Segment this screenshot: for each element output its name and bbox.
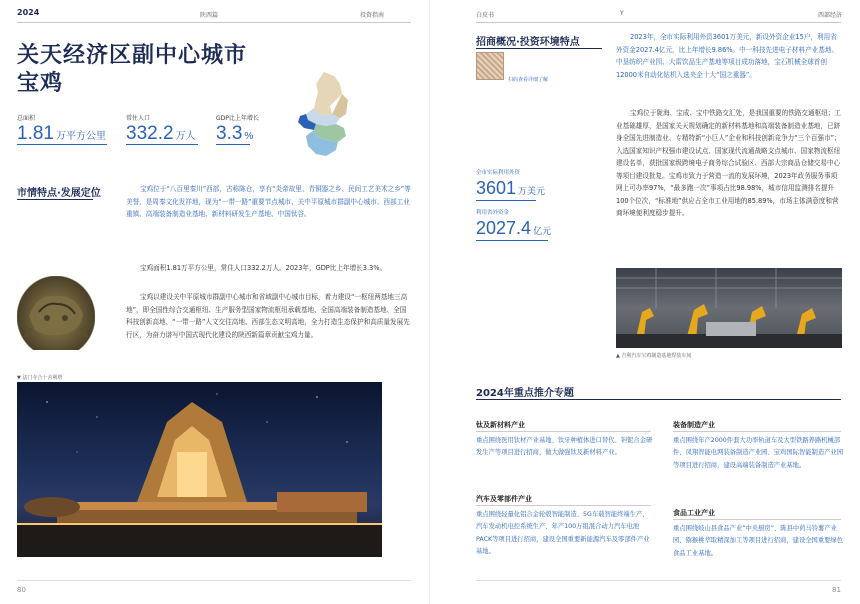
section-rule	[476, 48, 602, 49]
stat-rule	[476, 240, 548, 241]
stat-value-gdp: 3.3 %	[216, 123, 254, 144]
project-text-equipment: 重点围绕年产2000件套大功率轨道车及大型铁路养路机械部件、凤翔智能电网装备制造产业园、宝鸡国际智能制造产业园等项目进行招商，建设高端装备制造产业基地。	[673, 437, 844, 469]
project-rule	[476, 431, 651, 432]
header-brand: 2024	[17, 8, 40, 17]
section-title-projects: 2024年重点推介专题	[476, 388, 574, 399]
stat-label-gdp: GDP比上年增长	[216, 115, 259, 122]
intro-paragraph: 宝鸡位于“八百里秦川”西部，古称陈仓，享有“炎帝故里、青铜器之乡、民间工艺美术之乡”等美誉，是周秦文化发祥地，现为“一带一路”重要节点城市、关中平原城市群副中心城市、西部工业重镇、高端装备制造业基地、新材料研发生产基地、中国钛谷。	[126, 185, 411, 218]
kpi-label-domestic: 利用省外资金	[476, 210, 510, 216]
stat-rule	[216, 144, 250, 145]
header-center: 陕西篇	[200, 12, 219, 19]
kpi-label-fdi: 全市实际利用外资	[476, 170, 521, 176]
factory-robot-photo	[616, 268, 842, 348]
page-title: 关天经济区副中心城市	[17, 43, 248, 68]
project-rule	[476, 505, 651, 506]
famen-temple-photo	[17, 382, 382, 557]
header-right: 投资指南	[360, 12, 385, 19]
stat-value-population: 332.2 万人	[126, 123, 196, 144]
section-rule	[17, 199, 93, 200]
stat-rule	[476, 200, 536, 201]
kpi-value-fdi: 3601 万美元	[476, 178, 546, 198]
stat-rule	[17, 144, 107, 145]
project-text-food: 重点围绕岐山县食品产业“中央厨房”、陈县中荷马铃薯产业园、猕猴桃萃取精深加工等项目进行招商，建设全国重要绿色食品工业基地。	[673, 525, 844, 557]
project-title-auto: 汽车及零部件产业	[476, 495, 532, 503]
project-text-titanium: 重点围绕医用钛材产业基地、钛牙种植体进口替代、钽铌合金研发生产等项目进行招商，做大做强钛及新材料产业。	[476, 437, 653, 457]
project-rule	[673, 519, 841, 520]
header-right: 西部经济	[818, 12, 843, 19]
photo-caption: ▼ 法门寺合十舍利塔	[17, 375, 63, 381]
bronze-artifact-image	[17, 276, 95, 350]
header-center: Y	[620, 10, 624, 17]
stat-value-area: 1.81 万平方公里	[17, 123, 106, 144]
shaanxi-map-icon	[296, 70, 356, 162]
investment-paragraph: 2023年，全市实际利用外资3601万美元，新设外资企业15户，利用省外资金2027.4亿元，比上年增长9.86%。中一科技先进电子材料产业基地、中垦纺织产业园、大雷饮品生产基地等项目成功落地，宝石机械全球首创12000米自动化钻机入选央企十大“国之重器”。	[616, 33, 839, 79]
section-title-overview: 市情特点·发展定位	[17, 188, 101, 199]
stat-rule	[126, 144, 198, 145]
header-rule	[476, 22, 841, 23]
project-title-food: 食品工业产业	[673, 509, 715, 517]
footer-rule	[17, 580, 411, 581]
header-brand: 白皮书	[476, 12, 495, 19]
section-title-investment: 招商概况·投资环境特点	[476, 37, 580, 48]
qr-code-icon	[476, 52, 504, 80]
page-subtitle: 宝鸡	[17, 71, 64, 96]
stats-paragraph: 宝鸡面积1.81万平方公里，常住人口332.2万人。2023年，GDP比上年增长3.3%。	[140, 264, 387, 272]
project-rule	[673, 431, 841, 432]
header-rule	[17, 22, 411, 23]
stat-label-population: 常住人口	[126, 115, 151, 122]
project-title-titanium: 钛及新材料产业	[476, 421, 525, 429]
environment-paragraph: 宝鸡位于陇海、宝成、宝中铁路交汇处，是我国重要的铁路交通枢纽；工业基础雄厚，是国家关天规划确定的新材料基地和高端装备制造业基地，已跻身全国先进制造业、专精特新“小巨人”企业和科技创新竞争力“三个百强市”；入选国家知识产权强市建设试点、国家现代流通战略支点城市、国家物流枢纽建设名单，获批国家级跨境电子商务综合试验区、西部大宗商品仓储交易中心等项目建设批复。宝鸡市致力于营造一流的发展环境，2023年政务服务事项网上可办率97%，“最多跑一次”事项占比98.98%，城市信用监测排名提升100个位次，“标准地”供应占全市工业用地的85.89%，市场主体满意度和营商环境便利度稳步提升。	[616, 109, 841, 217]
page-number: 81	[832, 586, 841, 594]
kpi-value-domestic: 2027.4 亿元	[476, 218, 552, 238]
project-text-auto: 重点围绕轻量化铝合金轮毂智能制造、5G车载智能终端生产、汽车发动机电控系统生产、年产100万组混合动力汽车电池PACK等项目进行招商，建设全国重要新能源汽车及零部件产业基地。	[476, 511, 650, 555]
footer-rule	[476, 580, 841, 581]
qr-caption: 扫码查看详细了解	[508, 77, 549, 83]
page-number: 80	[17, 586, 26, 594]
stat-label-area: 总面积	[17, 115, 36, 122]
factory-photo-caption: ▲ 吉利汽车宝鸡制造基地焊装车间	[616, 353, 692, 359]
strategy-paragraph: 宝鸡以建设关中平原城市群副中心城市和省域副中心城市目标，着力建设“一枢纽两基地三高地”，即全国性综合交通枢纽、生产服务型国家物流枢纽承载基地、全国高端装备制造基地、全国科技创新高地、“一带一路”人文交往高地、西部生态文明高地，全力打造生态保护和高质量发展先行区，为奋力谱写中国式现代化建设的陕西新篇章贡献宝鸡力量。	[126, 293, 410, 339]
right-page	[430, 0, 860, 604]
project-title-equipment: 装备制造产业	[673, 421, 715, 429]
section-rule	[476, 399, 841, 400]
